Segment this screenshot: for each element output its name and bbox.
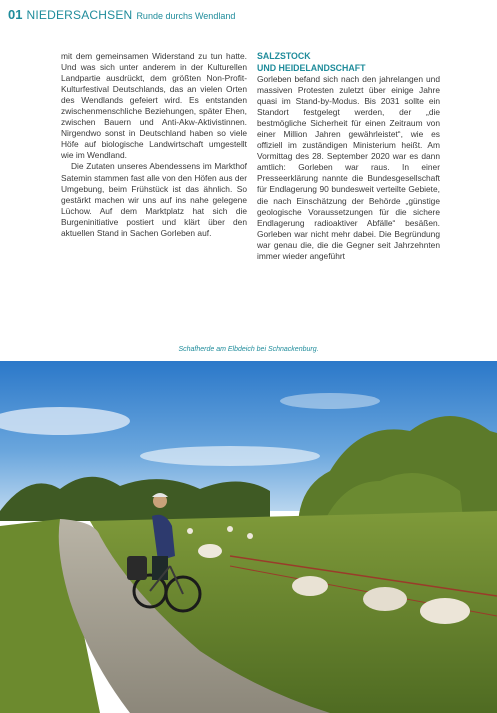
left-paragraph-1: mit dem gemeinsamen Widerstand zu tun hatte. Und was sich unter anderem in der Kulturellen Landpartie ausdrückt, dem größten Non-Profit-Kulturfestival Deutschlands, das an vielen Orten des Wendlands gefeiert wird. Es entstanden zwischenmenschliche Beziehungen, später Ehen, zwischen Bauern und Anti-Akw-Aktivistinnen. Nirgendwo sonst in Deutschland haben so viele Höfe auf biologische Landwirtschaft umgestellt wie im Wendland. <box>61 51 247 161</box>
left-text-column <box>61 51 247 239</box>
right-text-column <box>257 51 440 262</box>
photo-caption: Schafherde am Elbdeich bei Schnackenburg. <box>178 346 319 353</box>
cyclist-sheep-photo <box>0 361 497 713</box>
section-name: NIEDERSACHSEN <box>26 8 133 22</box>
chapter-number: 01 <box>8 7 23 22</box>
tour-name: Runde durchs Wendland <box>136 11 236 21</box>
section-heading <box>257 51 440 74</box>
running-header <box>8 7 235 23</box>
section-heading-line-2: UND HEIDELANDSCHAFT <box>257 62 366 73</box>
left-paragraph-2: Die Zutaten unseres Abendessens im Markthof Satemin stammen fast alle von den Höfen aus der Umgebung, beim Frühstück ist das ähnlich. So gestärkt machen wir uns auf ins nahe gelegene Lüchow. Auf dem Marktplatz hat sich die Burgeninitiative postiert und klärt über den aktuellen Stand in Sachen Gorleben auf. <box>61 161 247 238</box>
section-heading-line-1: SALZSTOCK <box>257 51 311 61</box>
right-paragraph: Gorleben befand sich nach den jahrelangen und massiven Protesten zuletzt über einige Jahre quasi im Stand-by-Modus. Bis 2031 sollte ein Standort festgelegt werden, der „die bestmögliche Sicherheit für einen Zeitraum von einer Million Jahren gewährleistet“, wie es offiziell im zuständigen Ministerium heißt. Am Vormittag des 28. September 2020 war es dann amtlich: Gorleben war raus. In einer Presseerklärung nannte die Bundesgesellschaft für Endlagerung 90 bundesweit verteilte Gebiete, die nach Einschätzung der Behörde „günstige geologische Voraussetzungen für die sichere Endlagerung radioaktiver Abfälle“ besäßen. Gorleben war nicht mehr dabei. Die Begründung war genau die, die die Gegner seit Jahrzehnten immer wieder angeführt <box>257 74 440 261</box>
